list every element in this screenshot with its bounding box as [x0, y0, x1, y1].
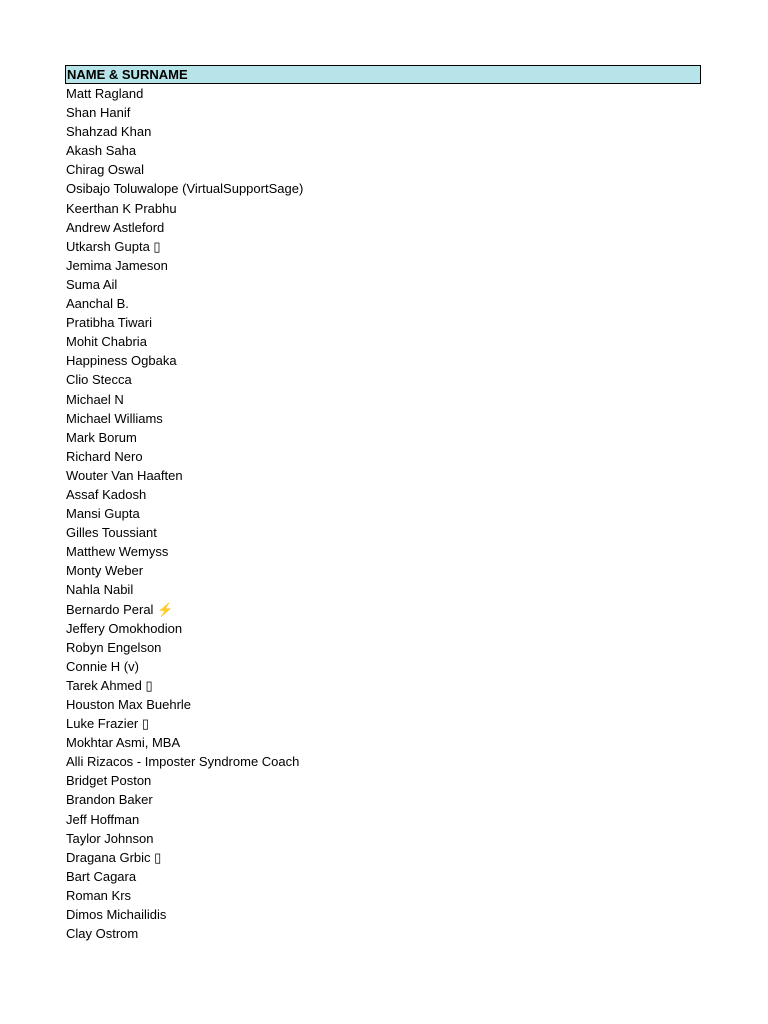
name-cell[interactable]: Jeffery Omokhodion [66, 620, 183, 636]
name-cell[interactable]: Assaf Kadosh [66, 486, 147, 502]
name-cell[interactable]: Gilles Toussiant [66, 525, 157, 541]
name-cell[interactable]: Michael Williams [66, 410, 163, 426]
name-cell[interactable]: Robyn Engelson [66, 639, 162, 655]
name-cell[interactable]: Matt Ragland [66, 86, 144, 101]
name-cell[interactable]: Mohit Chabria [66, 334, 147, 350]
name-cell[interactable]: Houston Max Buehrle [66, 697, 192, 712]
name-cell[interactable]: Dimos Michailidis [66, 907, 167, 923]
name-cell[interactable]: Happiness Ogbaka [66, 353, 177, 369]
name-cell[interactable]: Luke Frazier ▯ [66, 716, 150, 732]
name-cell[interactable]: Shahzad Khan [66, 124, 152, 140]
name-cell[interactable]: Shan Hanif [66, 105, 131, 121]
name-cell[interactable]: Keerthan K Prabhu [66, 200, 177, 216]
name-cell[interactable]: Jemima Jameson [66, 257, 168, 273]
spreadsheet-table [65, 65, 701, 943]
name-cell[interactable]: Mokhtar Asmi, MBA [66, 735, 181, 751]
name-cell[interactable]: Bridget Poston [66, 773, 152, 789]
name-cell[interactable]: Connie H (v) [66, 658, 139, 674]
name-cell[interactable]: Clay Ostrom [66, 926, 139, 942]
name-cell[interactable]: Bernardo Peral ⚡ [66, 601, 174, 617]
name-cell[interactable]: Andrew Astleford [66, 219, 165, 235]
name-cell[interactable]: Suma Ail [66, 276, 118, 292]
name-cell[interactable]: Chirag Oswal [66, 162, 145, 178]
name-cell[interactable]: Pratibha Tiwari [66, 315, 152, 331]
name-cell[interactable]: Osibajo Toluwalope (VirtualSupportSage) [66, 181, 304, 197]
column-header-name-surname[interactable]: NAME & SURNAME [65, 65, 701, 84]
name-cell[interactable]: Akash Saha [66, 143, 137, 159]
name-cell[interactable]: Michael N [66, 391, 124, 407]
name-list [65, 84, 701, 943]
name-cell[interactable]: Mark Borum [66, 429, 137, 445]
name-cell[interactable]: Jeff Hoffman [66, 811, 140, 827]
name-cell[interactable]: Tarek Ahmed ▯ [66, 677, 153, 693]
name-cell[interactable]: Clio Stecca [66, 372, 132, 388]
name-cell[interactable]: Wouter Van Haaften [66, 467, 183, 483]
name-cell[interactable]: Dragana Grbic ▯ [66, 849, 162, 865]
name-cell[interactable]: Nahla Nabil [66, 582, 134, 598]
name-cell[interactable]: Utkarsh Gupta ▯ [66, 238, 161, 254]
name-cell[interactable]: Bart Cagara [66, 868, 137, 884]
name-cell[interactable]: Taylor Johnson [66, 830, 154, 846]
name-cell[interactable]: Aanchal B. [66, 296, 129, 312]
name-cell[interactable]: Brandon Baker [66, 792, 153, 808]
name-cell[interactable]: Richard Nero [66, 448, 143, 464]
name-cell[interactable]: Alli Rizacos - Imposter Syndrome Coach [66, 754, 300, 770]
name-cell[interactable]: Roman Krs [66, 887, 132, 903]
name-cell[interactable]: Mansi Gupta [66, 506, 140, 522]
name-cell[interactable]: Matthew Wemyss [66, 544, 169, 560]
name-cell[interactable]: Monty Weber [66, 563, 144, 579]
